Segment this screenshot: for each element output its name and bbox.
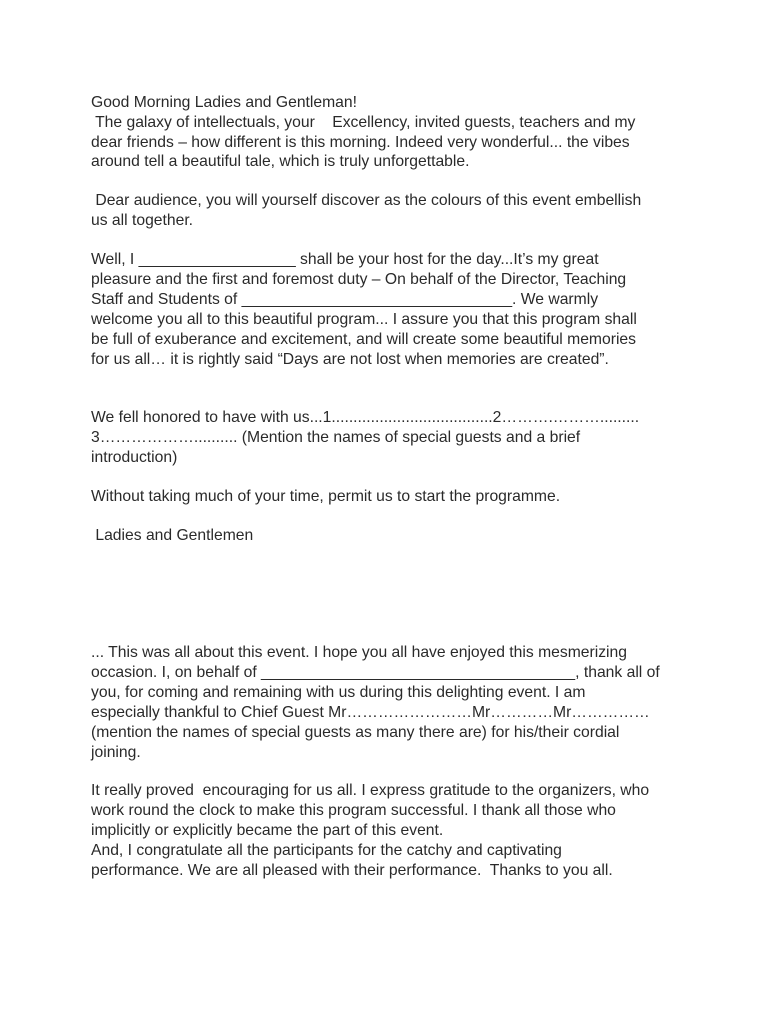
gratitude-line-2: work round the clock to make this program successful. I thank all those who (91, 802, 616, 819)
host-line-1: Well, I __________________ shall be your host for the day...It’s my great (91, 251, 599, 268)
host-line-5: be full of exuberance and excitement, and will create some beautiful memories (91, 331, 636, 348)
address-line: Ladies and Gentlemen (91, 527, 254, 544)
closing-line-5: (mention the names of special guests as many there are) for his/their cordial (91, 724, 620, 741)
host-line-3: Staff and Students of _______________________________. We warmly (91, 291, 599, 308)
greeting-line: Good Morning Ladies and Gentleman! (91, 94, 357, 111)
start-line: Without taking much of your time, permit us to start the programme. (91, 488, 561, 505)
closing-line-1: ... This was all about this event. I hope you all have enjoyed this mesmerizing (91, 644, 627, 661)
gratitude-line-3: implicitly or explicitly became the part of this event. (91, 822, 444, 839)
closing-line-2: occasion. I, on behalf of ____________________________________, thank all of (91, 664, 660, 681)
intro-line-3: around tell a beautiful tale, which is truly unforgettable. (91, 153, 470, 170)
gratitude-line-1: It really proved encouraging for us all. I express gratitude to the organizers, who (91, 782, 650, 799)
guests-line-1: We fell honored to have with us...1.....................................2……….………......... (91, 409, 640, 426)
guests-line-2: 3……………….......... (Mention the names of special guests and a brief (91, 429, 581, 446)
audience-line-1: Dear audience, you will yourself discover as the colours of this event embellish (91, 192, 642, 209)
guests-line-3: introduction) (91, 449, 178, 466)
audience-line-2: us all together. (91, 212, 194, 229)
intro-line-1: The galaxy of intellectuals, your Excellency, invited guests, teachers and my (91, 114, 636, 131)
intro-line-2: dear friends – how different is this morning. Indeed very wonderful... the vibes (91, 134, 630, 151)
closing-line-3: you, for coming and remaining with us during this delighting event. I am (91, 684, 586, 701)
host-line-4: welcome you all to this beautiful program... I assure you that this program shall (91, 311, 637, 328)
host-line-2: pleasure and the first and foremost duty – On behalf of the Director, Teaching (91, 271, 627, 288)
gratitude-line-5: performance. We are all pleased with their performance. Thanks to you all. (91, 862, 613, 879)
gratitude-line-4: And, I congratulate all the participants for the catchy and captivating (91, 842, 562, 859)
closing-line-4: especially thankful to Chief Guest Mr……………………Mr…………Mr…………… (91, 704, 650, 721)
closing-line-6: joining. (91, 744, 141, 761)
host-line-6: for us all… it is rightly said “Days are not lost when memories are created”. (91, 351, 609, 368)
